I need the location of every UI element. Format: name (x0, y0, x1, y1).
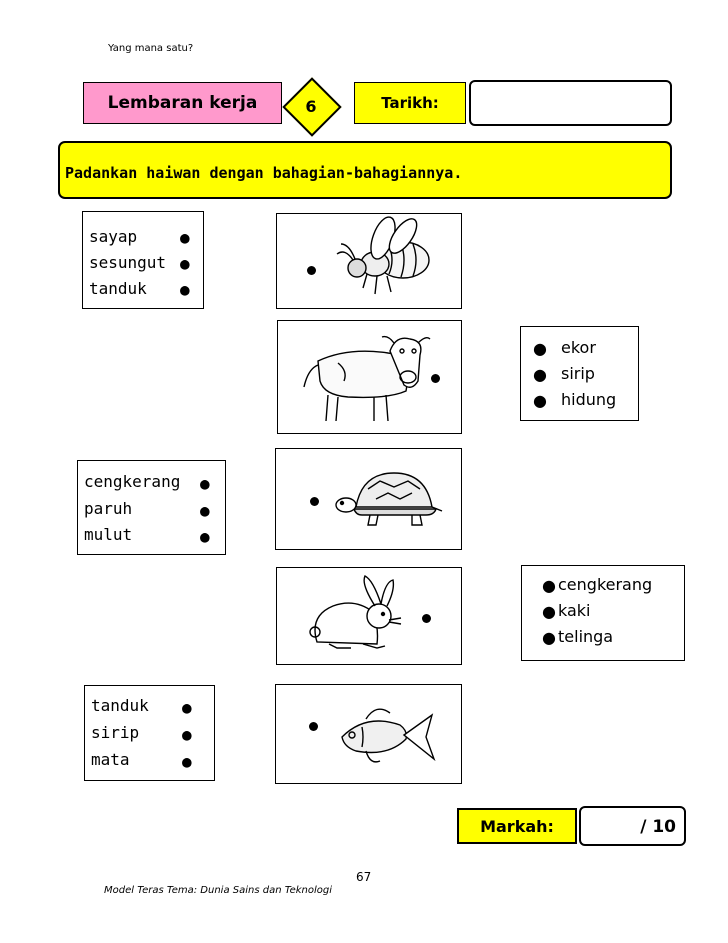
header-note: Yang mana satu? (108, 43, 194, 54)
word-item: tanduk (91, 696, 149, 715)
date-field[interactable] (469, 80, 672, 126)
footer-text: Model Teras Tema: Dunia Sains dan Teknologi (104, 885, 333, 896)
word-item: sayap (89, 227, 138, 246)
match-dot[interactable]: ● (180, 280, 190, 299)
match-dot[interactable]: ● (200, 527, 210, 546)
match-dot[interactable]: ● (542, 576, 556, 595)
score-field[interactable]: / 10 (579, 806, 686, 846)
word-box-bee (82, 211, 204, 309)
word-item: tanduk (89, 279, 147, 298)
word-item: sirip (91, 723, 140, 742)
cow-icon (278, 321, 463, 435)
word-item: ekor (561, 338, 596, 357)
match-dot[interactable]: ● (182, 725, 192, 744)
word-item: mata (91, 750, 130, 769)
match-dot[interactable]: ● (182, 698, 192, 717)
cow-picture (277, 320, 462, 434)
worksheet-number-badge (283, 78, 339, 134)
fish-picture (275, 684, 462, 784)
match-dot[interactable]: ● (542, 602, 556, 621)
match-dot[interactable]: ● (180, 254, 190, 273)
match-dot[interactable]: ● (180, 228, 190, 247)
match-dot[interactable]: ● (533, 391, 547, 410)
tortoise-icon (276, 449, 463, 551)
bee-picture (276, 213, 462, 309)
score-label: Markah: (457, 808, 577, 844)
page-number: 67 (356, 870, 372, 884)
word-item: paruh (84, 499, 133, 518)
match-dot[interactable]: ● (542, 628, 556, 647)
word-item: cengkerang (558, 575, 653, 594)
word-item: sirip (561, 364, 595, 383)
word-box-tortoise (77, 460, 226, 555)
worksheet-label: Lembaran kerja (83, 82, 282, 124)
word-box-cow (520, 326, 639, 421)
match-dot[interactable]: ● (200, 501, 210, 520)
word-item: hidung (561, 390, 617, 409)
word-item: mulut (84, 525, 133, 544)
match-dot[interactable]: ● (200, 474, 210, 493)
match-dot[interactable]: ● (182, 752, 192, 771)
word-item: sesungut (89, 253, 167, 272)
rabbit-icon (277, 568, 463, 666)
worksheet-number: 6 (305, 96, 317, 116)
word-item: kaki (558, 601, 591, 620)
rabbit-picture (276, 567, 462, 665)
fish-icon (276, 685, 463, 785)
word-box-fish (84, 685, 215, 781)
word-box-rabbit (521, 565, 685, 661)
instruction: Padankan haiwan dengan bahagian-bahagiannya. (58, 141, 672, 199)
tortoise-picture (275, 448, 462, 550)
date-label: Tarikh: (354, 82, 466, 124)
bee-icon (277, 214, 463, 310)
word-item: telinga (558, 627, 614, 646)
word-item: cengkerang (84, 472, 181, 491)
match-dot[interactable]: ● (533, 365, 547, 384)
match-dot[interactable]: ● (533, 339, 547, 358)
